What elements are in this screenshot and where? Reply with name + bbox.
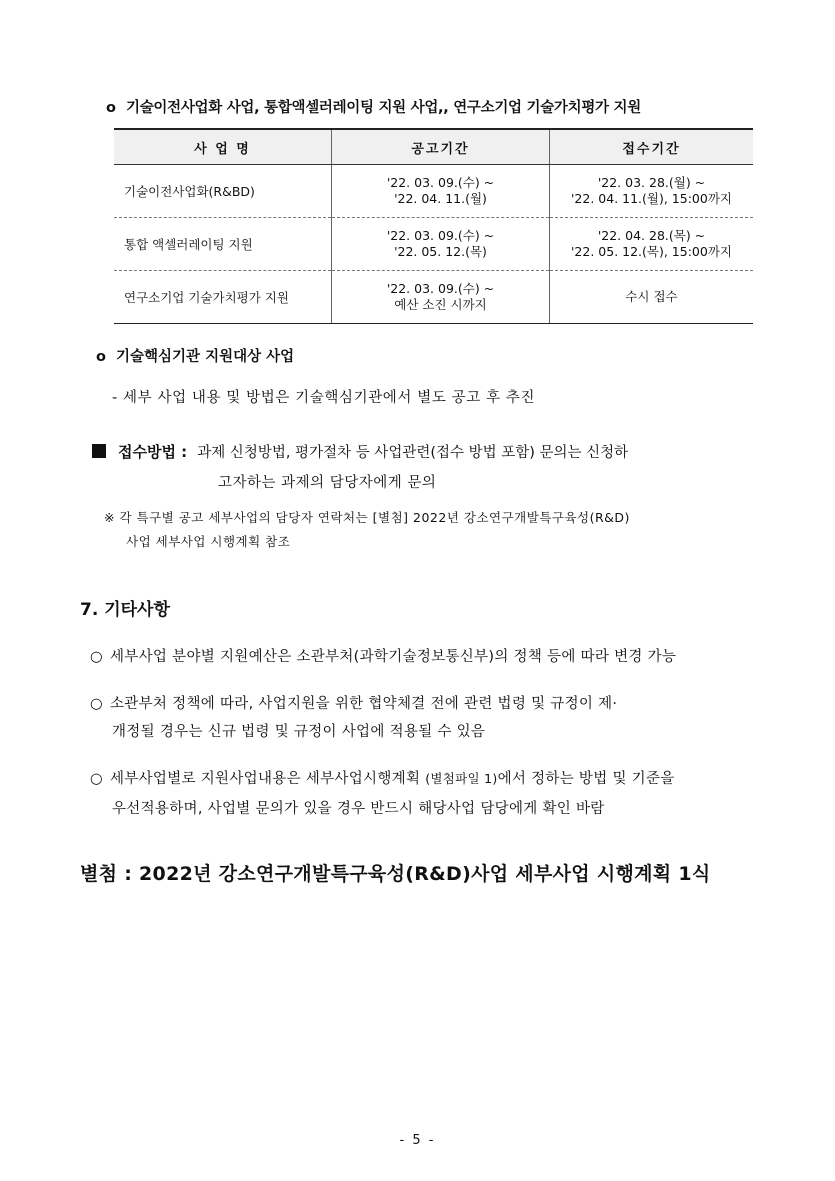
page-number: - 5 -: [399, 1133, 436, 1148]
table-row: [114, 271, 753, 324]
table-cell-notice: '22. 03. 09.(수) ~ '22. 04. 11.(월): [332, 165, 550, 218]
note-line2: 사업 세부사업 시행계획 참조: [126, 534, 291, 549]
section7-item-3-text: 세부사업별로 지원사업내용은 세부사업시행계획: [110, 771, 426, 787]
receipt-method-label: 접수방법 :: [118, 443, 188, 461]
section2-line: - 세부 사업 내용 및 방법은 기술핵심기관에서 별도 공고 후 추진: [112, 390, 536, 406]
attachment-note: 별첨 : 2022년 강소연구개발특구육성(R&D)사업 세부사업 시행계획 1식: [80, 863, 711, 885]
section7-item-3-text-suffix: 에서 정하는 방법 및 기준을: [497, 771, 675, 787]
bullet-icon: o: [106, 100, 116, 116]
circle-bullet-icon: ○: [90, 696, 103, 712]
section7-item-3-attachment-ref: (별첨파일 1): [425, 771, 498, 786]
table-cell-receipt: '22. 04. 28.(목) ~ '22. 05. 12.(목), 15:00까지: [550, 218, 754, 271]
circle-bullet-icon: ○: [90, 771, 103, 787]
section2-heading-text: 기술핵심기관 지원대상 사업: [116, 349, 295, 365]
section1-heading: [106, 96, 641, 117]
schedule-table: [114, 128, 753, 324]
table-header-receipt: 접수기간: [550, 129, 754, 165]
section7-item-1-text: 세부사업 분야별 지원예산은 소관부처(과학기술정보통신부)의 정책 등에 따라 변경 가능: [110, 649, 677, 665]
table-header-row: [114, 129, 753, 165]
circle-bullet-icon: ○: [90, 649, 103, 665]
table-cell-receipt: '22. 03. 28.(월) ~ '22. 04. 11.(월), 15:00까지: [550, 165, 754, 218]
table-cell-name: 통합 액셀러레이팅 지원: [114, 218, 332, 271]
section7-item-1: [90, 645, 676, 666]
section2-heading: [96, 345, 294, 366]
table-header-notice: 공고기간: [332, 129, 550, 165]
table-row: [114, 218, 753, 271]
table-cell-name: 연구소기업 기술가치평가 지원: [114, 271, 332, 324]
section1-heading-text: 기술이전사업화 사업, 통합액셀러레이팅 지원 사업,, 연구소기업 기술가치평가 지원: [126, 100, 641, 116]
note-line1: ※ 각 특구별 공고 세부사업의 담당자 연락처는 [별첨] 2022년 강소연구개발특구육성(R&D): [104, 510, 630, 525]
receipt-method-line1: 과제 신청방법, 평가절차 등 사업관련(접수 방법 포함) 문의는 신청하: [197, 445, 629, 461]
section7-item-2: [90, 692, 617, 713]
section7-item-3-line2: 우선적용하며, 사업별 문의가 있을 경우 반드시 해당사업 담당에게 확인 바람: [112, 801, 605, 817]
section7-heading: 7. 기타사항: [80, 600, 170, 620]
section7-item-2-text: 소관부처 정책에 따라, 사업지원을 위한 협약체결 전에 관련 법령 및 규정이 제·: [110, 696, 618, 712]
table-row: [114, 165, 753, 218]
receipt-method-line2: 고자하는 과제의 담당자에게 문의: [218, 475, 437, 491]
table-header-name: 사 업 명: [114, 129, 332, 165]
table-cell-notice: '22. 03. 09.(수) ~ '22. 05. 12.(목): [332, 218, 550, 271]
receipt-method: [92, 441, 628, 462]
section7-item-2-line2: 개정될 경우는 신규 법령 및 규정이 사업에 적용될 수 있음: [112, 724, 486, 740]
square-bullet-icon: [92, 444, 106, 458]
table-cell-receipt: 수시 접수: [550, 271, 754, 324]
section7-item-3: [90, 767, 675, 788]
table-cell-name: 기술이전사업화(R&BD): [114, 165, 332, 218]
table-cell-notice: '22. 03. 09.(수) ~ 예산 소진 시까지: [332, 271, 550, 324]
bullet-icon: o: [96, 349, 106, 365]
